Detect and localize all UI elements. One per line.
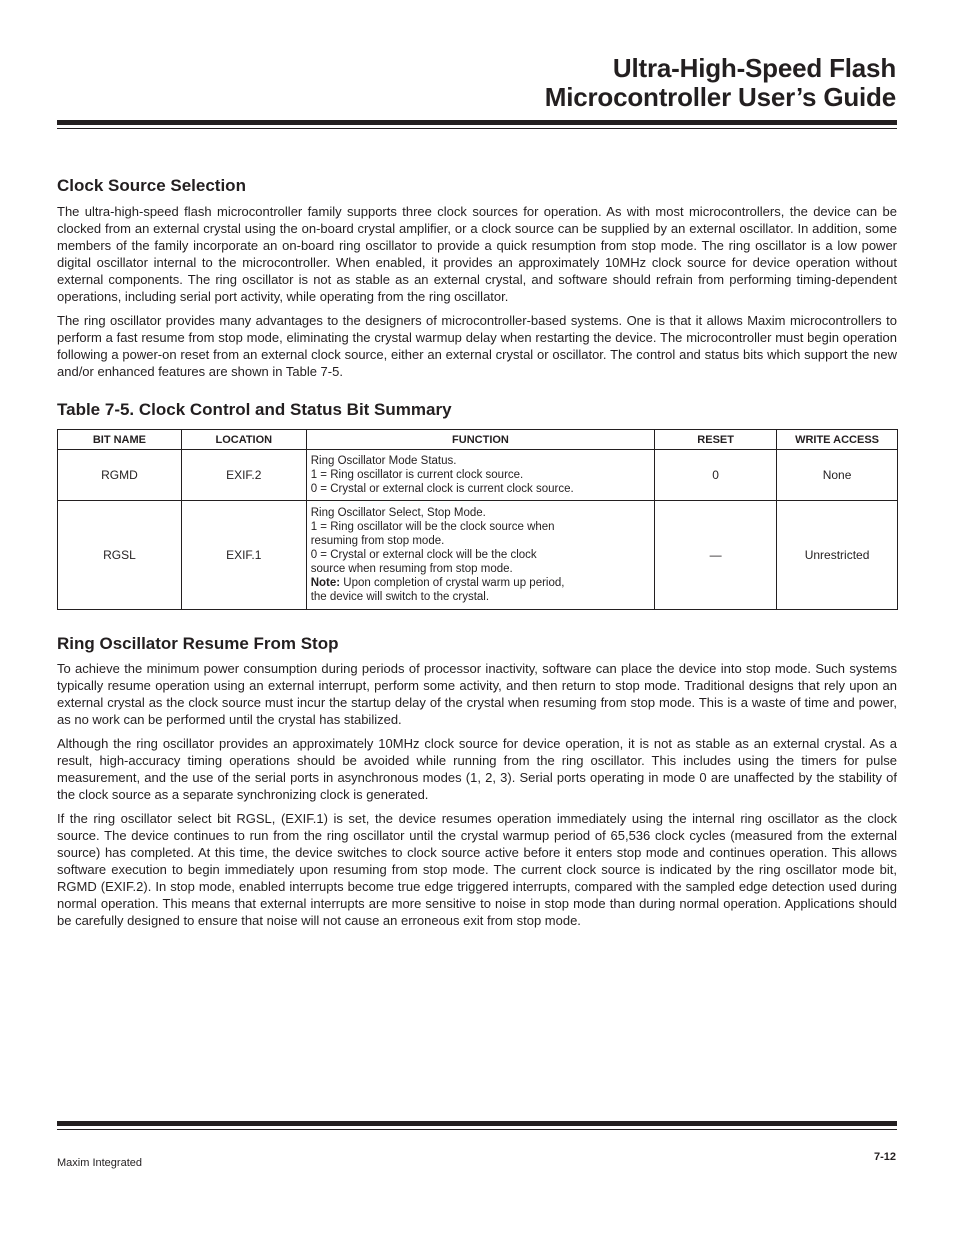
paragraph: To achieve the minimum power consumption during periods of processor inactivity, software can place the device into stop mode. Such systems typically resume operation using an external interrupt, perform some activity, and then return to stop mode. Traditional designs that rely upon an external crystal as the clock source must incur the startup delay of the crystal when resuming from stop mode. This is a waste of time and power, as no work can be performed until the crystal has stabilized. <box>57 661 897 727</box>
footer-rule-thick <box>57 1121 897 1126</box>
function-note <box>311 576 651 590</box>
main-content <box>57 176 897 929</box>
table-header-row <box>58 430 898 450</box>
function-line: 1 = Ring oscillator is current clock source. <box>310 469 524 481</box>
header-rule-thick <box>57 120 897 125</box>
write-access-cell: None <box>777 450 898 501</box>
bit-name-cell: RGMD <box>58 450 182 501</box>
section-heading-ring-oscillator: Ring Oscillator Resume From Stop <box>57 634 339 653</box>
bit-summary-table <box>57 429 898 610</box>
function-line: the device will switch to the crystal. <box>310 591 490 603</box>
reset-cell: 0 <box>655 450 777 501</box>
location-cell: EXIF.2 <box>181 450 306 501</box>
footer-rule-thin <box>57 1129 897 1130</box>
function-line: 0 = Crystal or external clock is current clock source. <box>310 483 574 495</box>
function-line: 1 = Ring oscillator will be the clock source when <box>310 521 555 533</box>
paragraph: The ultra-high-speed flash microcontroller family supports three clock sources for operation. As with most microcontrollers, the device can be clocked from an external crystal using the on-board crystal amplifier, or a clock source can be supplied by an external oscillator. In addition, some members of the family incorporate an on-board ring oscillator to provide a quick resumption from stop mode. The ring oscillator is a low power digital oscillator internal to the microcontroller. When enabled, it provides an approximately 10MHz clock source for device operation without external components. The ring oscillator is not as stable as an external crystal, and software should refrain from performing timing-dependent operations, including serial port activity, while operating from the ring oscillator. <box>57 204 897 304</box>
note-label: Note: <box>310 577 341 589</box>
write-access-cell: Unrestricted <box>777 501 898 610</box>
paragraph: Although the ring oscillator provides an approximately 10MHz clock source for device operation, it is not as stable as an external crystal. As a result, high-accuracy timing operations should be avoided while running from the ring oscillator. This includes using the timers for pulse measurement, and the use of the serial ports in asynchronous modes (1, 2, 3). Serial ports operating in mode 0 are unaffected by the stability of the clock source as a separate synchronizing clock is generated. <box>57 736 897 802</box>
column-header: WRITE ACCESS <box>777 430 898 450</box>
function-line: Ring Oscillator Select, Stop Mode. <box>310 507 486 519</box>
section-heading-clock-source: Clock Source Selection <box>57 176 246 195</box>
bit-name-cell: RGSL <box>58 501 182 610</box>
paragraph: The ring oscillator provides many advantages to the designers of microcontroller-based systems. One is that it allows Maxim microcontrollers to perform a fast resume from stop mode, eliminating the crystal warmup delay when restarting the device. The microcontroller must begin operation following a power-on reset from an external clock source, either an external crystal or oscillator. The control and status bits which support the new and/or enhanced features are shown in Table 7-5. <box>57 313 897 379</box>
column-header: BIT NAME <box>58 430 182 450</box>
table-row <box>58 501 898 610</box>
location-cell: EXIF.1 <box>181 501 306 610</box>
column-header: LOCATION <box>181 430 306 450</box>
header-rule-thin <box>57 128 897 129</box>
note-text: Upon completion of crystal warm up period, <box>340 577 565 589</box>
paragraph: If the ring oscillator select bit RGSL, (EXIF.1) is set, the device resumes operation immediately using the internal ring oscillator as the clock source. The device continues to run from the ring oscillator until the crystal warmup period of 65,536 clock cycles (measured from the external source) has completed. At this time, the device switches to clock source active before it enters stop mode and continues operation. This allows software execution to begin immediately upon resuming from stop mode. The current clock source is indicated by the ring oscillator mode bit, RGMD (EXIF.2). In stop mode, enabled interrupts become true edge triggered interrupts, compared with the sampled edge detection used during normal operation. This means that external interrupts are more sensitive to noise in stop mode than during normal operation. Applications should be carefully designed to ensure that noise will not cause an erroneous exit from stop mode. <box>57 811 897 928</box>
reset-cell: — <box>655 501 777 610</box>
column-header: FUNCTION <box>306 430 655 450</box>
table-title: Table 7-5. Clock Control and Status Bit Summary <box>57 400 452 419</box>
function-line: source when resuming from stop mode. <box>310 563 513 575</box>
function-cell <box>306 450 655 501</box>
footer-company: Maxim Integrated <box>57 1157 142 1169</box>
page-title-line-2: Microcontroller User’s Guide <box>544 82 896 112</box>
function-line: 0 = Crystal or external clock will be the clock <box>310 549 537 561</box>
page-title <box>545 54 896 112</box>
table-row <box>58 450 898 501</box>
column-header: RESET <box>655 430 777 450</box>
function-cell <box>306 501 655 610</box>
function-line: resuming from stop mode. <box>310 535 445 547</box>
page-title-line-1: Ultra-High-Speed Flash <box>612 53 896 83</box>
page-number: 7-12 <box>873 1151 896 1163</box>
function-line: Ring Oscillator Mode Status. <box>310 455 457 467</box>
